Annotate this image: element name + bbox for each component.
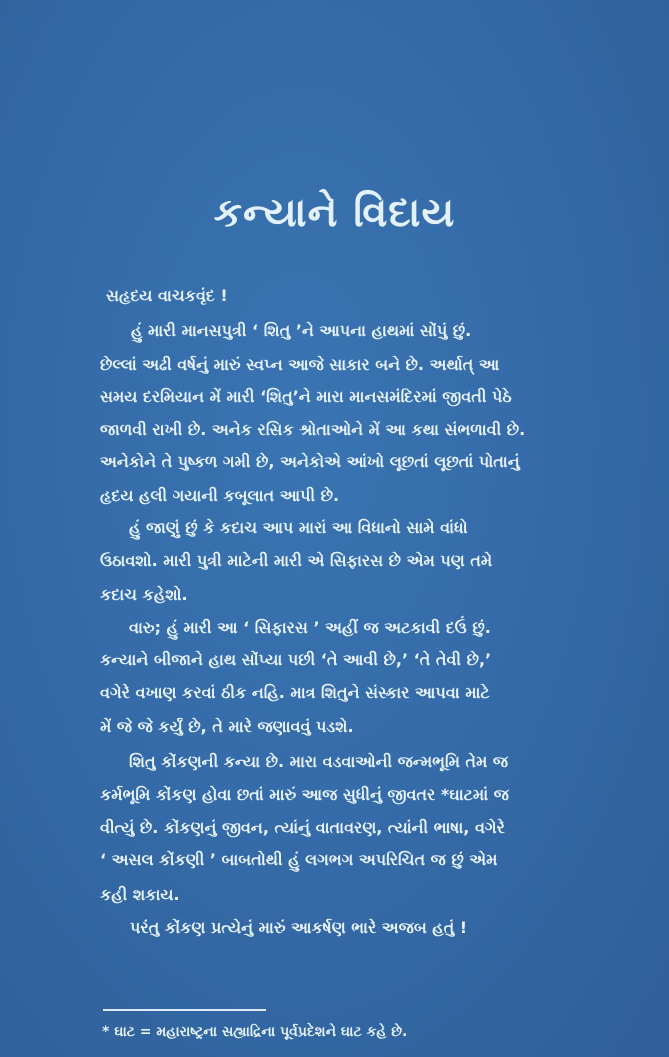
paragraph-line: કદાચ કહેશો. [100,585,188,604]
paragraph-line: શિતુ કોંકણની કન્યા છે. મારા વડવાઓની જન્મભૂમિ તેમ જ [129,752,509,771]
paragraph-line: મેં જે જે કર્યું છે, તે મારે જણાવવું પડશે. [100,717,354,736]
footnote: * ઘાટ = મહારાષ્ટ્રના સહ્યાદ્રિના પૂર્વપ્રદેશને ઘાટ કહે છે. [102,1024,408,1040]
chapter-title: કન્યાને વિદાય [213,190,456,236]
paragraph-line: કર્મભૂમિ કોંકણ હોવા છતાં મારું આજ સુધીનું જીવતર *ઘાટમાં જ [100,785,509,804]
paragraph-line: સમય દરમિયાન મેં મારી ‘શિતુ’ને મારા માનસમંદિરમાં જીવતી પેઠે [100,387,512,406]
paragraph-line: કહી શકાય. [100,885,180,904]
paragraph-line: પરંતુ કોંકણ પ્રત્યેનું મારું આકર્ષણ ભારે અજબ હતું ! [130,918,468,937]
paragraph-line: હું મારી માનસપુત્રી ‘ શિતુ ’ને આપના હાથમાં સોંપું છું. [131,321,472,340]
paragraph-line: ‘ અસલ કોંકણી ’ બાબતોથી હું લગભગ અપરિચિત જ છું એમ [100,850,498,869]
paragraph-line: ઉઠાવશો. મારી પુત્રી માટેની મારી એ સિફારસ છે એમ પણ તમે [100,551,493,570]
paragraph-line: વીત્યું છે. કોંકણનું જીવન, ત્યાંનું વાતાવરણ, ત્યાંની ભાષા, વગેરે [100,818,505,837]
footnote-divider [103,1009,266,1011]
paragraph-line: હૃદય હલી ગયાની કબૂલાત આપી છે. [100,486,340,505]
paragraph-line: કન્યાને બીજાને હાથ સોંપ્યા પછી ‘તે આવી છે,’ ‘તે તેવી છે,’ [100,650,492,669]
paragraph-line: છેલ્લાં અઢી વર્ષનું મારું સ્વપ્ન આજે સાકાર બને છે. અર્થાત્ આ [100,355,500,374]
paragraph-line: વગેરે વખાણ કરવાં ઠીક નહિ. માત્ર શિતુને સંસ્કાર આપવા માટે [100,683,490,702]
salutation: સહૃદય વાચકવૃંદ ! [106,286,228,305]
paragraph-line: અનેકોને તે પુષ્કળ ગમી છે, અનેકોએ આંખો લૂછતાં લૂછતાં પોતાનું [100,452,520,471]
paragraph-line: જાળવી રાખી છે. અનેક રસિક શ્રોતાઓને મેં આ કથા સંભળાવી છે. [100,420,526,439]
paragraph-line: વારુ; હું મારી આ ‘ સિફારસ ’ અહીં જ અટકાવી દઉં છું. [129,618,491,637]
paragraph-line: હું જાણું છું કે કદાચ આપ મારાં આ વિધાનો સામે વાંધો [129,518,468,537]
